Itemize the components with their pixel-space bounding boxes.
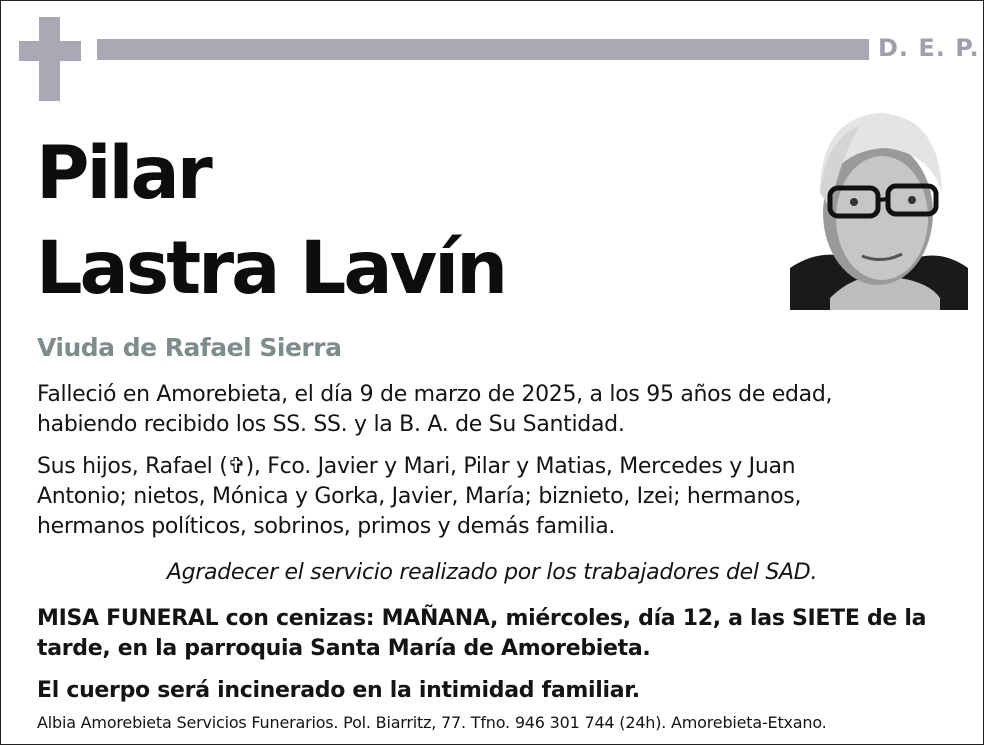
text-line: MISA FUNERAL con cenizas: MAÑANA, miércoles, día 12, a las SIETE de la <box>37 606 927 631</box>
portrait-photo <box>790 98 968 310</box>
text-line: hermanos políticos, sobrinos, primos y demás familia. <box>37 514 616 539</box>
death-notice-text <box>37 380 832 440</box>
family-text <box>37 452 801 542</box>
dep-label: D. E. P. <box>878 34 980 62</box>
text-line: Sus hijos, Rafael (✞), Fco. Javier y Mari, Pilar y Matias, Mercedes y Juan <box>37 454 796 479</box>
funeral-mass-text <box>37 604 926 664</box>
widow-subtitle: Viuda de Rafael Sierra <box>37 333 342 362</box>
cremation-text: El cuerpo será incinerado en la intimidad familiar. <box>37 678 640 703</box>
thanks-text: Agradecer el servicio realizado por los trabajadores del SAD. <box>166 560 818 585</box>
first-name: Pilar <box>36 131 210 216</box>
text-line: tarde, en la parroquia Santa María de Amorebieta. <box>37 636 651 661</box>
text-line: Antonio; nietos, Mónica y Gorka, Javier, María; biznieto, Izei; hermanos, <box>37 484 802 509</box>
text-line: Falleció en Amorebieta, el día 9 de marzo de 2025, a los 95 años de edad, <box>37 382 833 407</box>
text-line: habiendo recibido los SS. SS. y la B. A. de Su Santidad. <box>37 412 625 437</box>
funeral-home-footer: Albia Amorebieta Servicios Funerarios. Pol. Biarritz, 77. Tfno. 946 301 744 (24h). Amorebieta-Etxano. <box>37 713 827 732</box>
surnames: Lastra Lavín <box>36 226 506 311</box>
header-bar <box>97 39 869 60</box>
cross-icon <box>19 17 81 101</box>
